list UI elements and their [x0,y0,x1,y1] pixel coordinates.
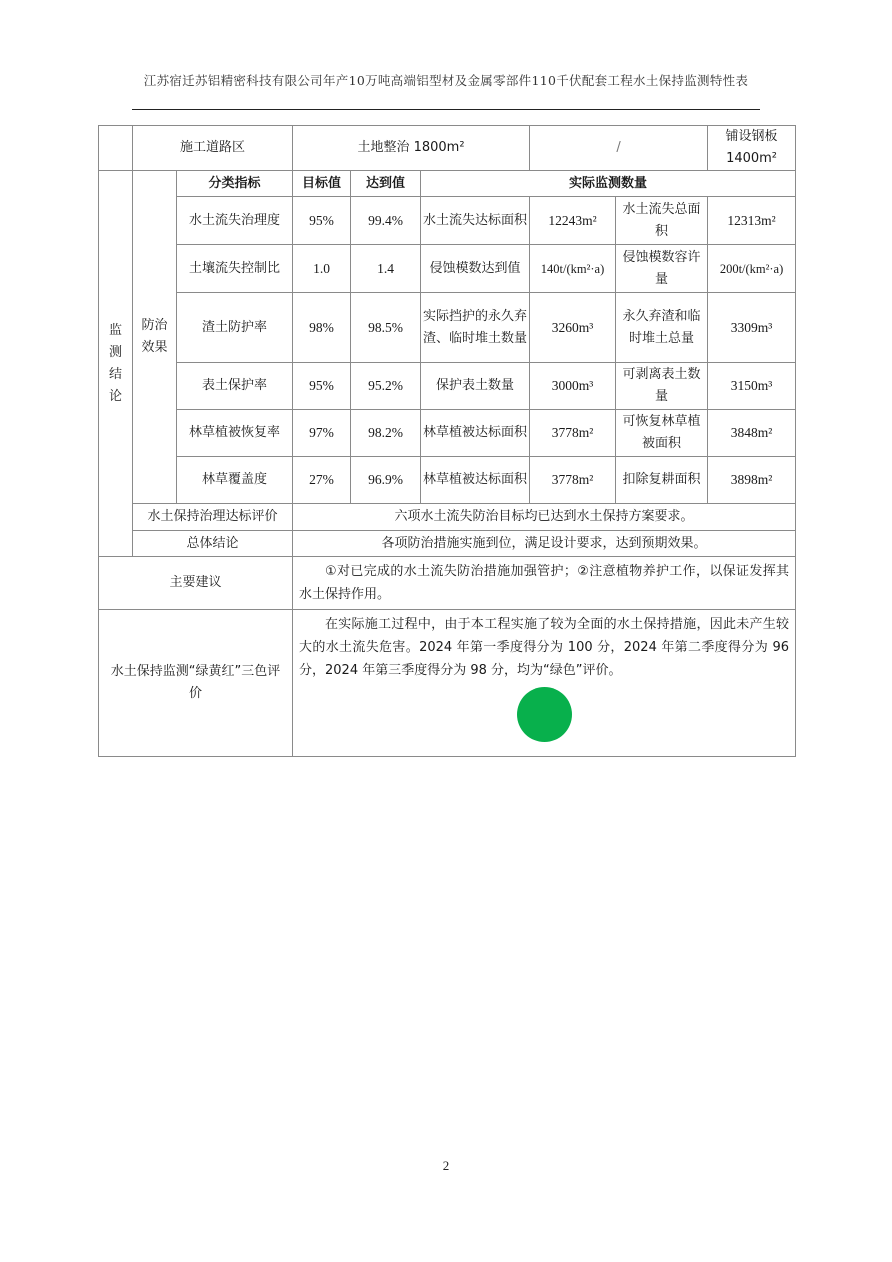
green-rating-indicator [517,687,572,742]
col-header-achieved: 达到值 [351,171,421,197]
measure-label: 永久弃渣和临时堆土总量 [616,293,708,363]
target-value: 98% [293,293,351,363]
col-header-indicator: 分类指标 [177,171,293,197]
measure-value: 3260m³ [530,293,616,363]
measure-value: 3778m² [530,457,616,504]
measure-label: 可剥离表土数量 [616,363,708,410]
overall-conclusion-row [99,531,796,557]
monitoring-characteristics-table [98,125,796,757]
blank-cell [99,126,133,171]
indicator-name: 表土保护率 [177,363,293,410]
measure-value: 3150m³ [708,363,796,410]
measure-label: 侵蚀模数达到值 [421,245,530,293]
indicator-name: 水土流失治理度 [177,197,293,245]
col-header-target: 目标值 [293,171,351,197]
measure-label: 林草植被达标面积 [421,410,530,457]
target-value: 1.0 [293,245,351,293]
suggestions-cell [293,557,796,610]
table-row [99,293,796,363]
indicator-name: 林草植被恢复率 [177,410,293,457]
achieved-value: 96.9% [351,457,421,504]
measure-label: 水土流失达标面积 [421,197,530,245]
achieved-value: 98.2% [351,410,421,457]
measure-value: 3778m² [530,410,616,457]
measure-label: 实际挡护的永久弃渣、临时堆土数量 [421,293,530,363]
suggestions-text: ①对已完成的水土流失防治措施加强管护；②注意植物养护工作，以保证发挥其水土保持作用。 [299,564,790,602]
indicator-name: 土壤流失控制比 [177,245,293,293]
achieved-value: 95.2% [351,363,421,410]
measure-value: 140t/(km²·a) [530,245,616,293]
target-value: 27% [293,457,351,504]
evaluation-row [99,504,796,531]
achieved-value: 98.5% [351,293,421,363]
measure-value: 3898m² [708,457,796,504]
road-measure-empty: / [530,126,708,171]
measure-value: 12243m² [530,197,616,245]
color-rating-text: 在实际施工过程中，由于本工程实施了较为全面的水土保持措施，因此未产生较大的水土流失危害。2024 年第一季度得分为 100 分，2024 年第二季度得分为 96 分，2024 年第三季度得分为 98 分，均为“绿色”评价。 [299,617,790,678]
conclusion-section-label: 监测结论 [99,171,133,557]
measure-label: 可恢复林草植被面积 [616,410,708,457]
measure-label: 侵蚀模数容许量 [616,245,708,293]
measure-label: 林草植被达标面积 [421,457,530,504]
indicator-name: 林草覆盖度 [177,457,293,504]
evaluation-text: 六项水土流失防治目标均已达到水土保持方案要求。 [293,504,796,531]
measure-label: 保护表土数量 [421,363,530,410]
table-row [99,245,796,293]
color-rating-cell [293,610,796,757]
color-rating-label: 水土保持监测“绿黄红”三色评价 [110,664,281,701]
target-value: 97% [293,410,351,457]
table-row [99,457,796,504]
color-rating-row [99,610,796,757]
overall-conclusion-text: 各项防治措施实施到位，满足设计要求，达到预期效果。 [293,531,796,557]
measure-value: 12313m² [708,197,796,245]
header-divider [132,109,760,110]
road-measure-land-leveling: 土地整治 1800m² [293,126,530,171]
suggestions-label: 主要建议 [99,557,293,610]
measure-value: 3000m³ [530,363,616,410]
col-header-actual-quantity: 实际监测数量 [421,171,796,197]
measure-value: 3848m² [708,410,796,457]
measure-label: 扣除复耕面积 [616,457,708,504]
overall-conclusion-label: 总体结论 [133,531,293,557]
construction-road-row [99,126,796,171]
measure-label: 水土流失总面积 [616,197,708,245]
achieved-value: 1.4 [351,245,421,293]
measure-value: 200t/(km²·a) [708,245,796,293]
evaluation-label: 水土保持治理达标评价 [133,504,293,531]
indicator-header-row [99,171,796,197]
road-measure-steel-plate: 铺设钢板1400m² [708,126,796,171]
suggestions-row [99,557,796,610]
color-rating-label-cell [99,610,293,757]
document-header-title: 江苏宿迁苏铝精密科技有限公司年产10万吨高端铝型材及金属零部件110千伏配套工程水土保持监测特性表 [143,73,749,88]
zone-name: 施工道路区 [133,126,293,171]
achieved-value: 99.4% [351,197,421,245]
measure-value: 3309m³ [708,293,796,363]
page-number: 2 [442,1158,450,1173]
table-row [99,363,796,410]
table-row [99,410,796,457]
target-value: 95% [293,363,351,410]
target-value: 95% [293,197,351,245]
prevention-effect-label: 防治效果 [133,171,177,504]
indicator-name: 渣土防护率 [177,293,293,363]
table-row [99,197,796,245]
